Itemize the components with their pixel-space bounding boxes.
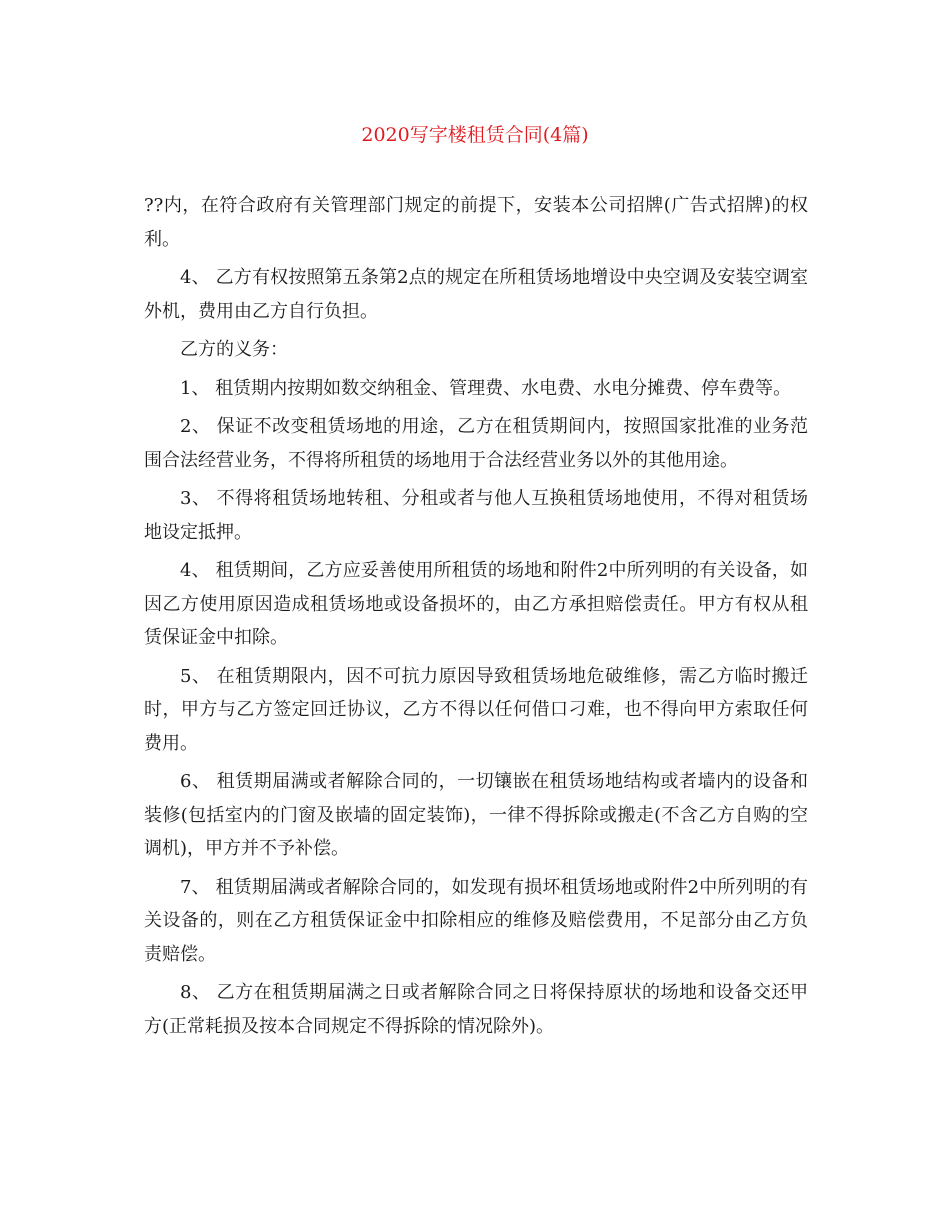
- document-body: [144, 189, 808, 1048]
- paragraph: 乙方的义务：: [180, 339, 288, 360]
- paragraph: 4、 乙方有权按照第五条第2点的规定在所租赁场地增设中央空调及安装空调室外机，费用由乙方自行负担。: [144, 267, 808, 322]
- document-title: 2020写字楼租赁合同(4篇): [361, 124, 589, 146]
- paragraph: 7、 租赁期届满或者解除合同的，如发现有损坏租赁场地或附件2中所列明的有关设备的，则在乙方租赁保证金中扣除相应的维修及赔偿费用，不足部分由乙方负责赔偿。: [144, 876, 808, 965]
- paragraph: 2、 保证不改变租赁场地的用途，乙方在租赁期间内，按照国家批准的业务范围合法经营业务，不得将所租赁的场地用于合法经营业务以外的其他用途。: [144, 416, 808, 471]
- paragraph: 1、 租赁期内按期如数交纳租金、管理费、水电费、水电分摊费、停车费等。: [180, 377, 792, 399]
- paragraph: ??内，在符合政府有关管理部门规定的前提下，安装本公司招牌(广告式招牌)的权利。: [144, 195, 808, 250]
- paragraph: 5、 在租赁期限内，因不可抗力原因导致租赁场地危破维修，需乙方临时搬迁时，甲方与乙方签定回迁协议，乙方不得以任何借口刁难，也不得向甲方索取任何费用。: [144, 665, 808, 754]
- paragraph: 6、 租赁期届满或者解除合同的，一切镶嵌在租赁场地结构或者墙内的设备和装修(包括室内的门窗及嵌墙的固定装饰)，一律不得拆除或搬走(不含乙方自购的空调机)，甲方并不予补偿。: [144, 771, 808, 859]
- paragraph: 3、 不得将租赁场地转租、分租或者与他人互换租赁场地使用，不得对租赁场地设定抵押。: [144, 488, 808, 543]
- paragraph: 4、 租赁期间，乙方应妥善使用所租赁的场地和附件2中所列明的有关设备，如因乙方使用原因造成租赁场地或设备损坏的，由乙方承担赔偿责任。甲方有权从租赁保证金中扣除。: [144, 560, 808, 648]
- paragraph: 8、 乙方在租赁期届满之日或者解除合同之日将保持原状的场地和设备交还甲方(正常耗损及按本合同规定不得拆除的情况除外)。: [144, 982, 808, 1037]
